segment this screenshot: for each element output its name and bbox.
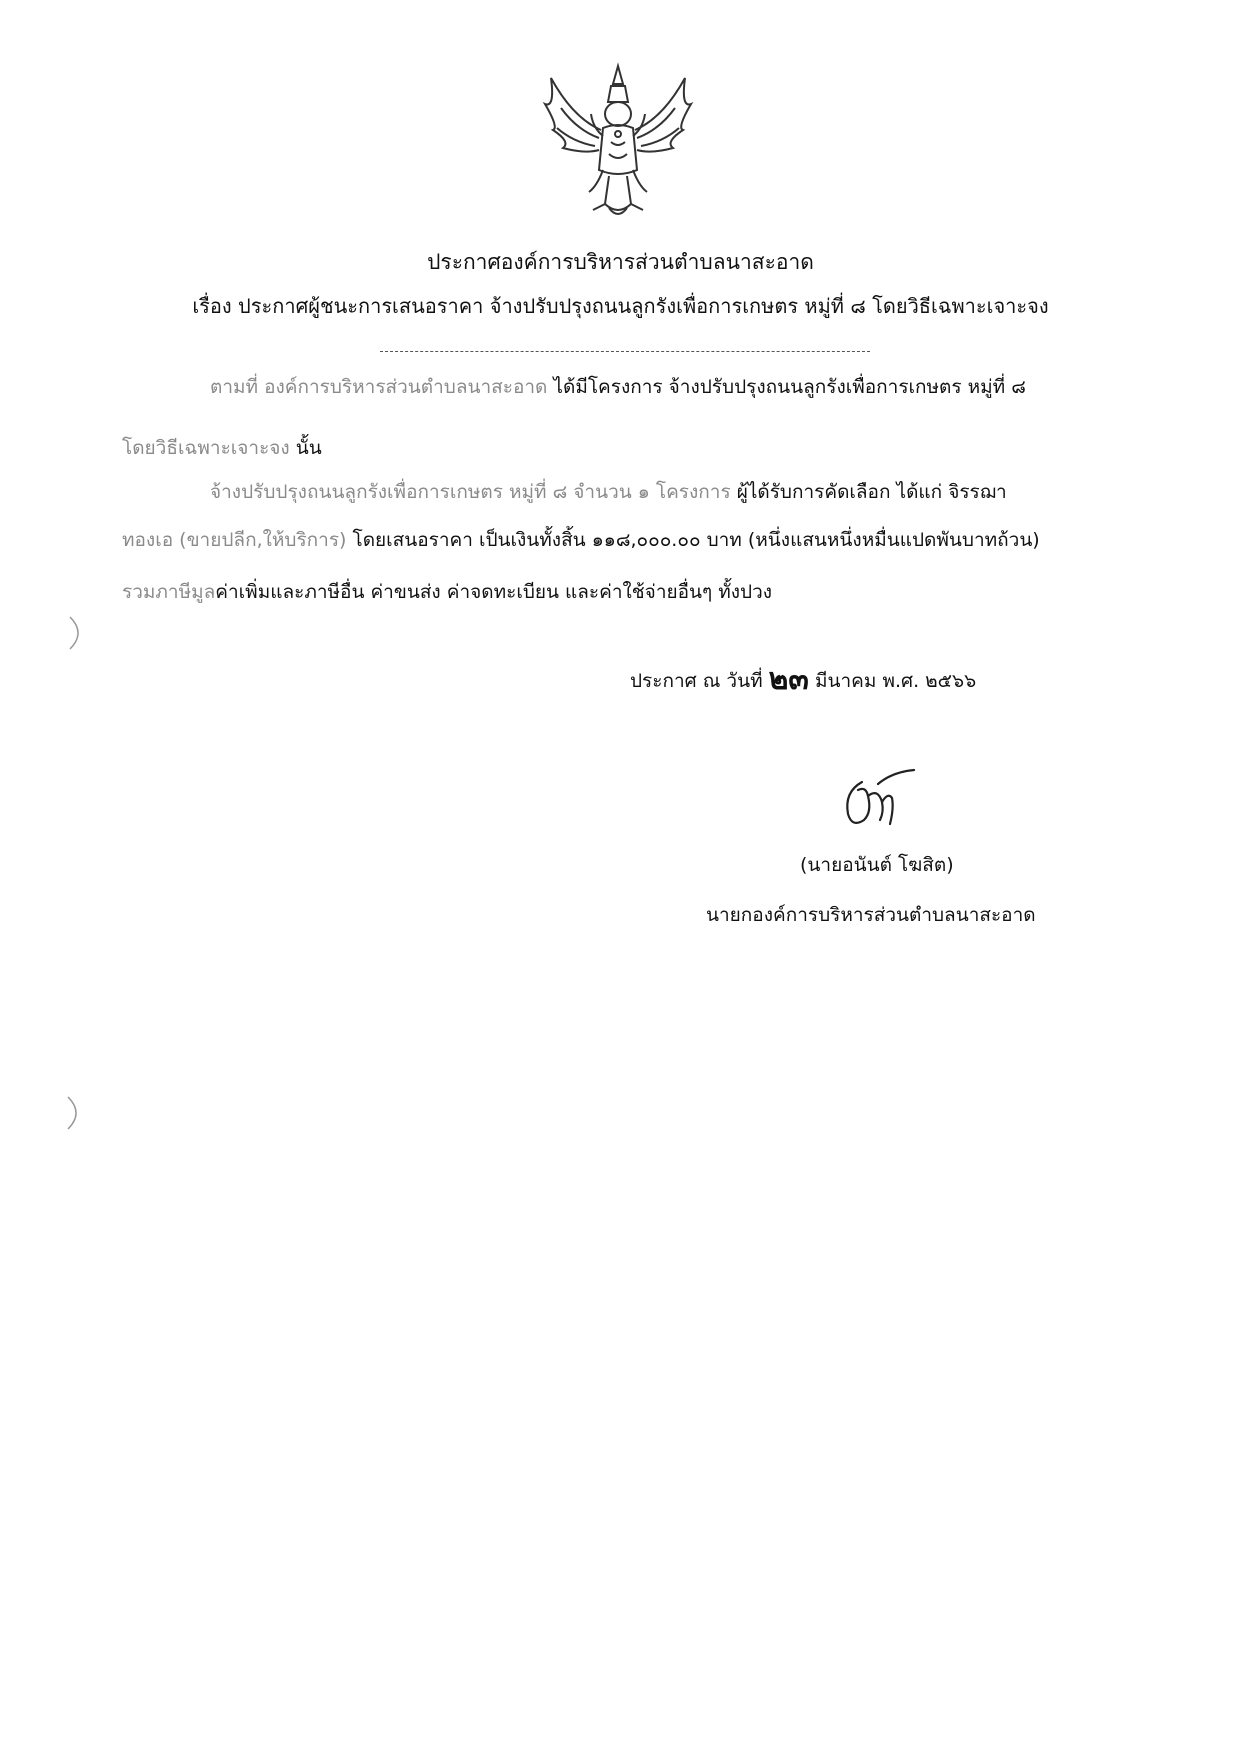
date-prefix: ประกาศ ณ วันที่ xyxy=(630,670,763,692)
body-line-3-text: ผู้ได้รับการคัดเลือก ได้แก่ จิรรฌา xyxy=(730,481,1007,503)
body-line-1 xyxy=(210,372,1026,402)
signer-position: นายกองค์การบริหารส่วนตำบลนาสะอาด xyxy=(706,904,1036,926)
body-line-5-faint: รวมภาษีมูล xyxy=(122,581,216,603)
divider xyxy=(380,351,870,352)
body-line-2 xyxy=(122,433,322,463)
body-line-2-faint: โดยวิธีเฉพาะเจาะจง xyxy=(122,437,290,459)
punch-hole-mark-icon xyxy=(66,615,88,651)
body-line-1-text: ได้มีโครงการ จ้างปรับปรุงถนนลูกรังเพื่อการเกษตร หมู่ที่ ๘ xyxy=(547,376,1026,398)
body-line-4-text: โดยเสนอราคา เป็นเงินทั้งสิ้น ๑๑๘,๐๐๐.๐๐ บาท (หนึ่งแสนหนึ่งหมื่นแปดพันบาทถ้วน) xyxy=(346,529,1040,551)
announcement-subject: เรื่อง ประกาศผู้ชนะการเสนอราคา จ้างปรับปรุงถนนลูกรังเพื่อการเกษตร หมู่ที่ ๘ โดยวิธีเฉพาะเจาะจง xyxy=(192,294,1049,318)
body-line-5-text: ค่าเพิ่มและภาษีอื่น ค่าขนส่ง ค่าจดทะเบียน และค่าใช้จ่ายอื่นๆ ทั้งปวง xyxy=(215,581,773,603)
date-suffix: มีนาคม พ.ศ. ๒๕๖๖ xyxy=(814,670,977,692)
announcement-date xyxy=(630,656,976,703)
signer-name: (นายอนันต์ โฆสิต) xyxy=(800,854,954,876)
punch-hole-mark-icon xyxy=(64,1095,86,1131)
body-line-5 xyxy=(122,577,772,607)
body-line-4 xyxy=(122,525,1040,555)
signature-icon xyxy=(822,762,922,832)
garuda-emblem-icon xyxy=(533,58,703,220)
body-line-1-faint: ตามที่ องค์การบริหารส่วนตำบลนาสะอาด xyxy=(210,376,548,398)
date-day: ๒๓ xyxy=(768,662,809,697)
body-line-4-faint: ทองเอ (ขายปลีก,ให้บริการ) xyxy=(122,529,347,551)
announcement-title: ประกาศองค์การบริหารส่วนตำบลนาสะอาด xyxy=(427,250,814,274)
body-line-3-faint: จ้างปรับปรุงถนนลูกรังเพื่อการเกษตร หมู่ที่ ๘ จำนวน ๑ โครงการ xyxy=(210,481,731,503)
body-line-3 xyxy=(210,477,1007,507)
body-line-2-text: นั้น xyxy=(289,437,322,459)
